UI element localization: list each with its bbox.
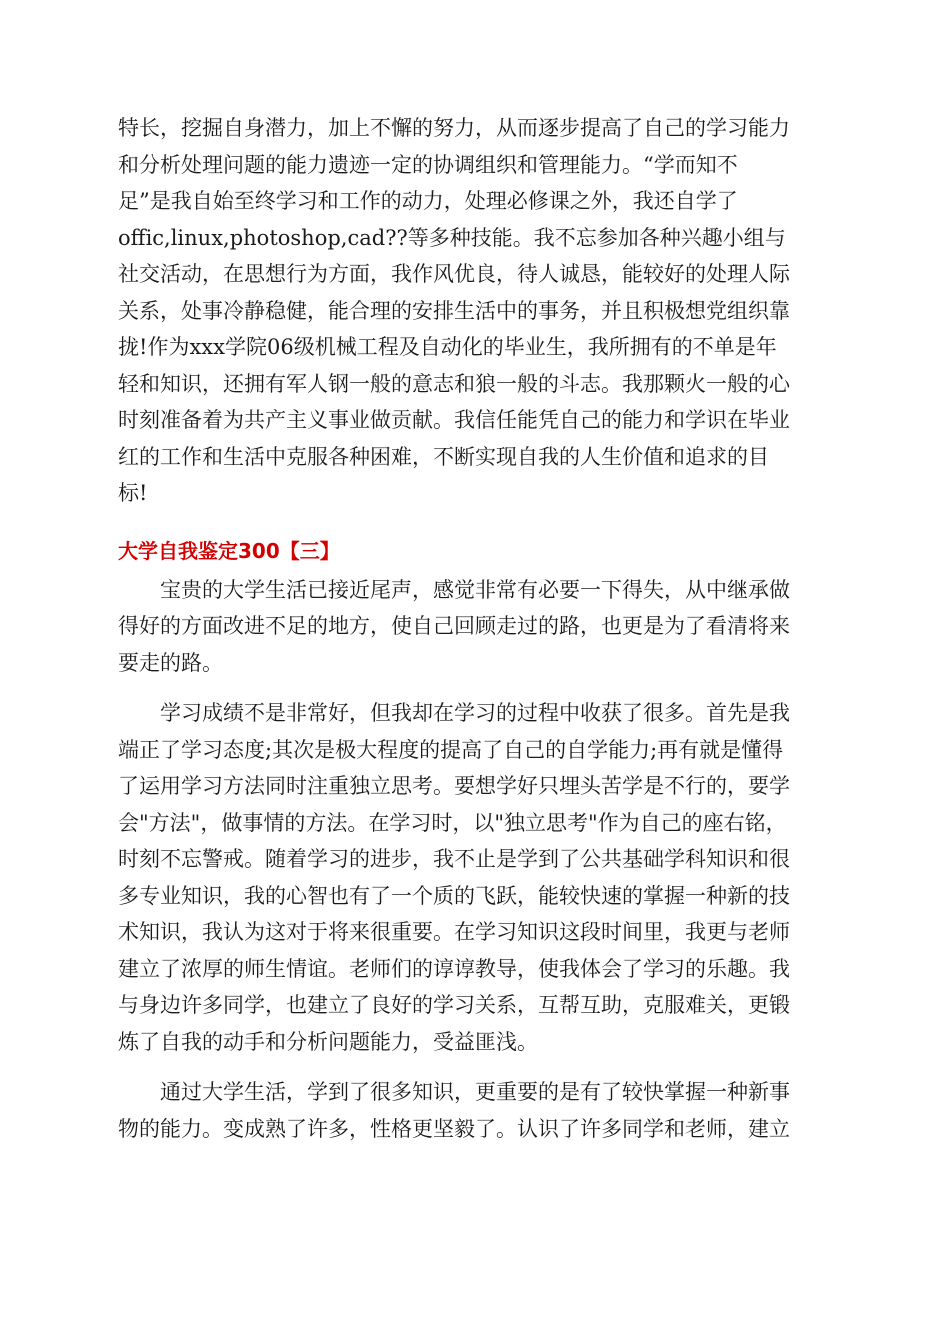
intro-line: 和分析处理问题的能力遗迹一定的协调组织和管理能力。“学而知不 <box>118 152 738 177</box>
intro-line: 关系，处事冷静稳健，能合理的安排生活中的事务，并且积极想党组织靠 <box>118 298 790 323</box>
intro-line: 拢!作为xxx学院06级机械工程及自动化的毕业生，我所拥有的不单是年 <box>118 335 777 359</box>
intro-line: 足”是我自始至终学习和工作的动力，处理必修课之外，我还自学了 <box>118 189 738 213</box>
paragraph-line: 要走的路。 <box>118 650 223 675</box>
intro-paragraph <box>118 110 838 512</box>
paragraph-line: 通过大学生活，学到了很多知识，更重要的是有了较快掌握一种新事 <box>160 1080 790 1104</box>
paragraph-line: 会"方法"，做事情的方法。在学习时，以"独立思考"作为自己的座右铭， <box>118 810 787 835</box>
document-page <box>118 110 838 1161</box>
paragraph-line: 多专业知识，我的心智也有了一个质的飞跃，能较快速的掌握一种新的技 <box>118 883 790 908</box>
intro-line: 红的工作和生活中克服各种困难，不断实现自我的人生价值和追求的目 <box>118 444 769 469</box>
section-heading: 大学自我鉴定300【三】 <box>118 538 340 563</box>
paragraph-line: 术知识，我认为这对于将来很重要。在学习知识这段时间里，我更与老师 <box>118 920 790 944</box>
intro-line: 社交活动，在思想行为方面，我作风优良，待人诚恳，能较好的处理人际 <box>118 262 790 286</box>
paragraph-line: 时刻不忘警戒。随着学习的进步，我不止是学到了公共基础学科知识和很 <box>118 847 790 871</box>
intro-line: offic,linux,photoshop,cad??等多种技能。我不忘参加各种兴趣小组与 <box>118 225 786 250</box>
intro-line: 特长，挖掘自身潜力，加上不懈的努力，从而逐步提高了自己的学习能力 <box>118 116 790 140</box>
paragraph-line: 炼了自我的动手和分析问题能力，受益匪浅。 <box>118 1029 538 1054</box>
intro-line: 轻和知识，还拥有军人钢一般的意志和狼一般的斗志。我那颗火一般的心 <box>118 371 790 396</box>
paragraph-line: 建立了浓厚的师生情谊。老师们的谆谆教导，使我体会了学习的乐趣。我 <box>118 956 790 981</box>
paragraph-line: 物的能力。变成熟了许多，性格更坚毅了。认识了许多同学和老师，建立 <box>118 1116 790 1141</box>
paragraph-3 <box>118 1074 838 1147</box>
paragraph-1 <box>118 572 838 682</box>
paragraph-line: 端正了学习态度;其次是极大程度的提高了自己的自学能力;再有就是懂得 <box>118 737 784 762</box>
paragraph-line: 得好的方面改进不足的地方，使自己回顾走过的路，也更是为了看清将来 <box>118 614 790 638</box>
paragraph-line: 了运用学习方法同时注重独立思考。要想学好只埋头苦学是不行的，要学 <box>118 774 790 798</box>
paragraph-line: 学习成绩不是非常好，但我却在学习的过程中收获了很多。首先是我 <box>160 701 790 725</box>
intro-line: 标! <box>118 481 148 505</box>
paragraph-line: 宝贵的大学生活已接近尾声，感觉非常有必要一下得失，从中继承做 <box>160 577 790 602</box>
paragraph-2 <box>118 695 838 1060</box>
paragraph-line: 与身边许多同学，也建立了良好的学习关系，互帮互助，克服难关，更锻 <box>118 993 790 1017</box>
intro-line: 时刻准备着为共产主义事业做贡献。我信任能凭自己的能力和学识在毕业 <box>118 408 790 432</box>
